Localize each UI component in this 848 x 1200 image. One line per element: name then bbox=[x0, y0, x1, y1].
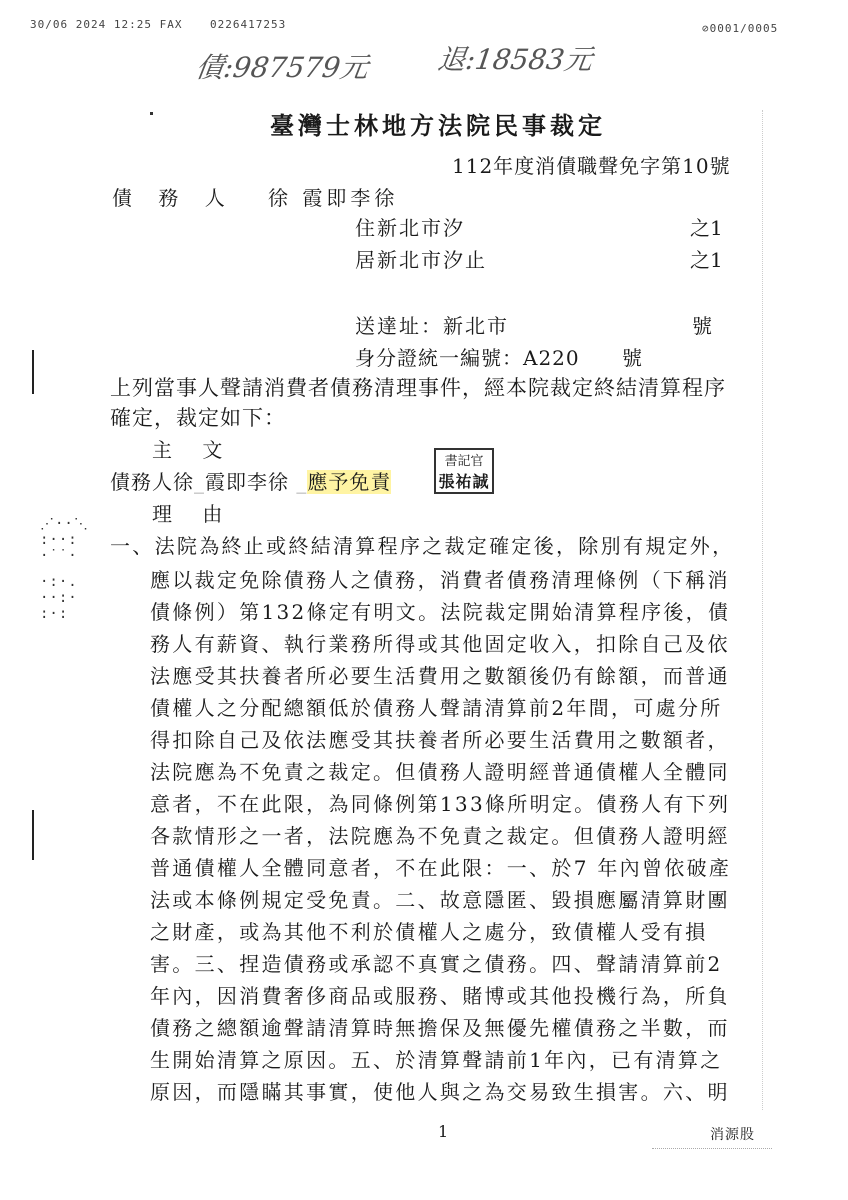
body-line: 普通債權人全體同意者，不在此限：一、於7 年內曾依破產 bbox=[150, 856, 732, 880]
body-line: 債權人之分配總額低於債務人聲請清算前2年間，可處分所 bbox=[150, 696, 723, 720]
court-title: 臺灣士林地方法院民事裁定 bbox=[270, 111, 606, 140]
body-line: 務人有薪資、執行業務所得或其他固定收入，扣除自己及依 bbox=[150, 632, 730, 656]
residence-2-suffix: 之1 bbox=[690, 248, 723, 272]
body-line: 法院應為不免責之裁定。但債務人證明經普通債權人全體同 bbox=[150, 760, 730, 784]
fax-number: 0226417253 bbox=[210, 18, 287, 31]
debtor-name: 徐 霞即李徐 bbox=[268, 186, 399, 210]
fax-page-counter: ⊘0001/0005 bbox=[702, 22, 779, 35]
main-heading: 主 文 bbox=[152, 438, 235, 462]
department-label: 消源股 bbox=[710, 1127, 755, 1143]
handwritten-note: 退:18583元 bbox=[435, 43, 595, 76]
page-number: 1 bbox=[438, 1122, 449, 1141]
intro-line-1: 上列當事人聲請消費者債務清理事件，經本院裁定終結清算程序 bbox=[110, 376, 726, 400]
clerk-stamp bbox=[434, 448, 494, 494]
service-address: 送達址：新北市 bbox=[355, 314, 509, 338]
body-line: 得扣除自己及依法應受其扶養者所必要生活費用之數額者， bbox=[150, 728, 730, 752]
ruling-text: 債務人徐_霞即李徐 _應予免責 bbox=[110, 470, 392, 494]
body-line: 法或本條例規定受免責。二、故意隱匿、毀損應屬清算財團 bbox=[150, 888, 730, 912]
residence-2: 居新北市汐止 bbox=[355, 248, 487, 272]
handwritten-debt: 債:987579元 bbox=[193, 51, 371, 84]
body-line: 生開始清算之原因。五、於清算聲請前1年內，已有清算之 bbox=[150, 1048, 723, 1072]
intro-line-2: 確定，裁定如下： bbox=[110, 406, 286, 430]
body-line: 一、法院為終止或終結清算程序之裁定確定後，除別有規定外， bbox=[110, 534, 735, 558]
case-number: 112年度消債職聲免字第10號 bbox=[452, 154, 731, 178]
id-number: 身分證統一編號：A220 bbox=[355, 346, 580, 370]
body-line: 債條例）第132條定有明文。法院裁定開始清算程序後，債 bbox=[150, 600, 731, 624]
body-line: 之財產，或為其他不利於債權人之處分，致債權人受有損 bbox=[150, 920, 708, 944]
body-line: 害。三、捏造債務或承認不真實之債務。四、聲請清算前2 bbox=[150, 952, 723, 976]
ruling-prefix: 債務人徐 bbox=[110, 470, 194, 494]
debtor-label: 債 務 人 bbox=[112, 186, 235, 210]
ruling-middle: 霞即李徐 bbox=[205, 470, 289, 494]
scan-mark bbox=[32, 350, 34, 394]
body-line: 法應受其扶養者所必要生活費用之數額後仍有餘額，而普通 bbox=[150, 664, 730, 688]
residence-1-suffix: 之1 bbox=[690, 216, 723, 240]
scan-dot bbox=[150, 112, 153, 115]
fax-icon: ⊘ bbox=[702, 22, 710, 35]
stamp-title: 書記官 bbox=[444, 454, 484, 469]
body-line: 應以裁定免除債務人之債務，消費者債務清理條例（下稱消 bbox=[150, 568, 730, 592]
ruling-suffix: 應予免責 bbox=[307, 470, 392, 494]
scan-barcode bbox=[652, 1148, 772, 1153]
id-suffix: 號 bbox=[622, 346, 642, 370]
residence-1: 住新北市汐 bbox=[355, 216, 465, 240]
body-line: 意者，不在此限，為同條例第133條所明定。債務人有下列 bbox=[150, 792, 731, 816]
scan-mark bbox=[32, 810, 34, 860]
binding-marks: ⋰··⋱ :··: ·˙˙· bbox=[40, 516, 89, 564]
body-line: 年內，因消費奢侈商品或服務、賭博或其他投機行為，所負 bbox=[150, 984, 730, 1008]
service-address-suffix: 號 bbox=[692, 314, 712, 338]
body-line: 原因，而隱瞞其事實，使他人與之為交易致生損害。六、明 bbox=[150, 1080, 730, 1104]
binding-marks: ·:·. ··:· :·: bbox=[40, 574, 78, 622]
body-line: 債務之總額逾聲請清算時無擔保及無優先權債務之半數，而 bbox=[150, 1016, 730, 1040]
body-line: 各款情形之一者，法院應為不免責之裁定。但債務人證明經 bbox=[150, 824, 730, 848]
scan-edge bbox=[762, 110, 777, 1110]
reason-heading: 理 由 bbox=[152, 502, 235, 526]
fax-datetime: 30/06 2024 12:25 FAX bbox=[30, 18, 183, 31]
stamp-name: 張祐誠 bbox=[438, 472, 490, 491]
